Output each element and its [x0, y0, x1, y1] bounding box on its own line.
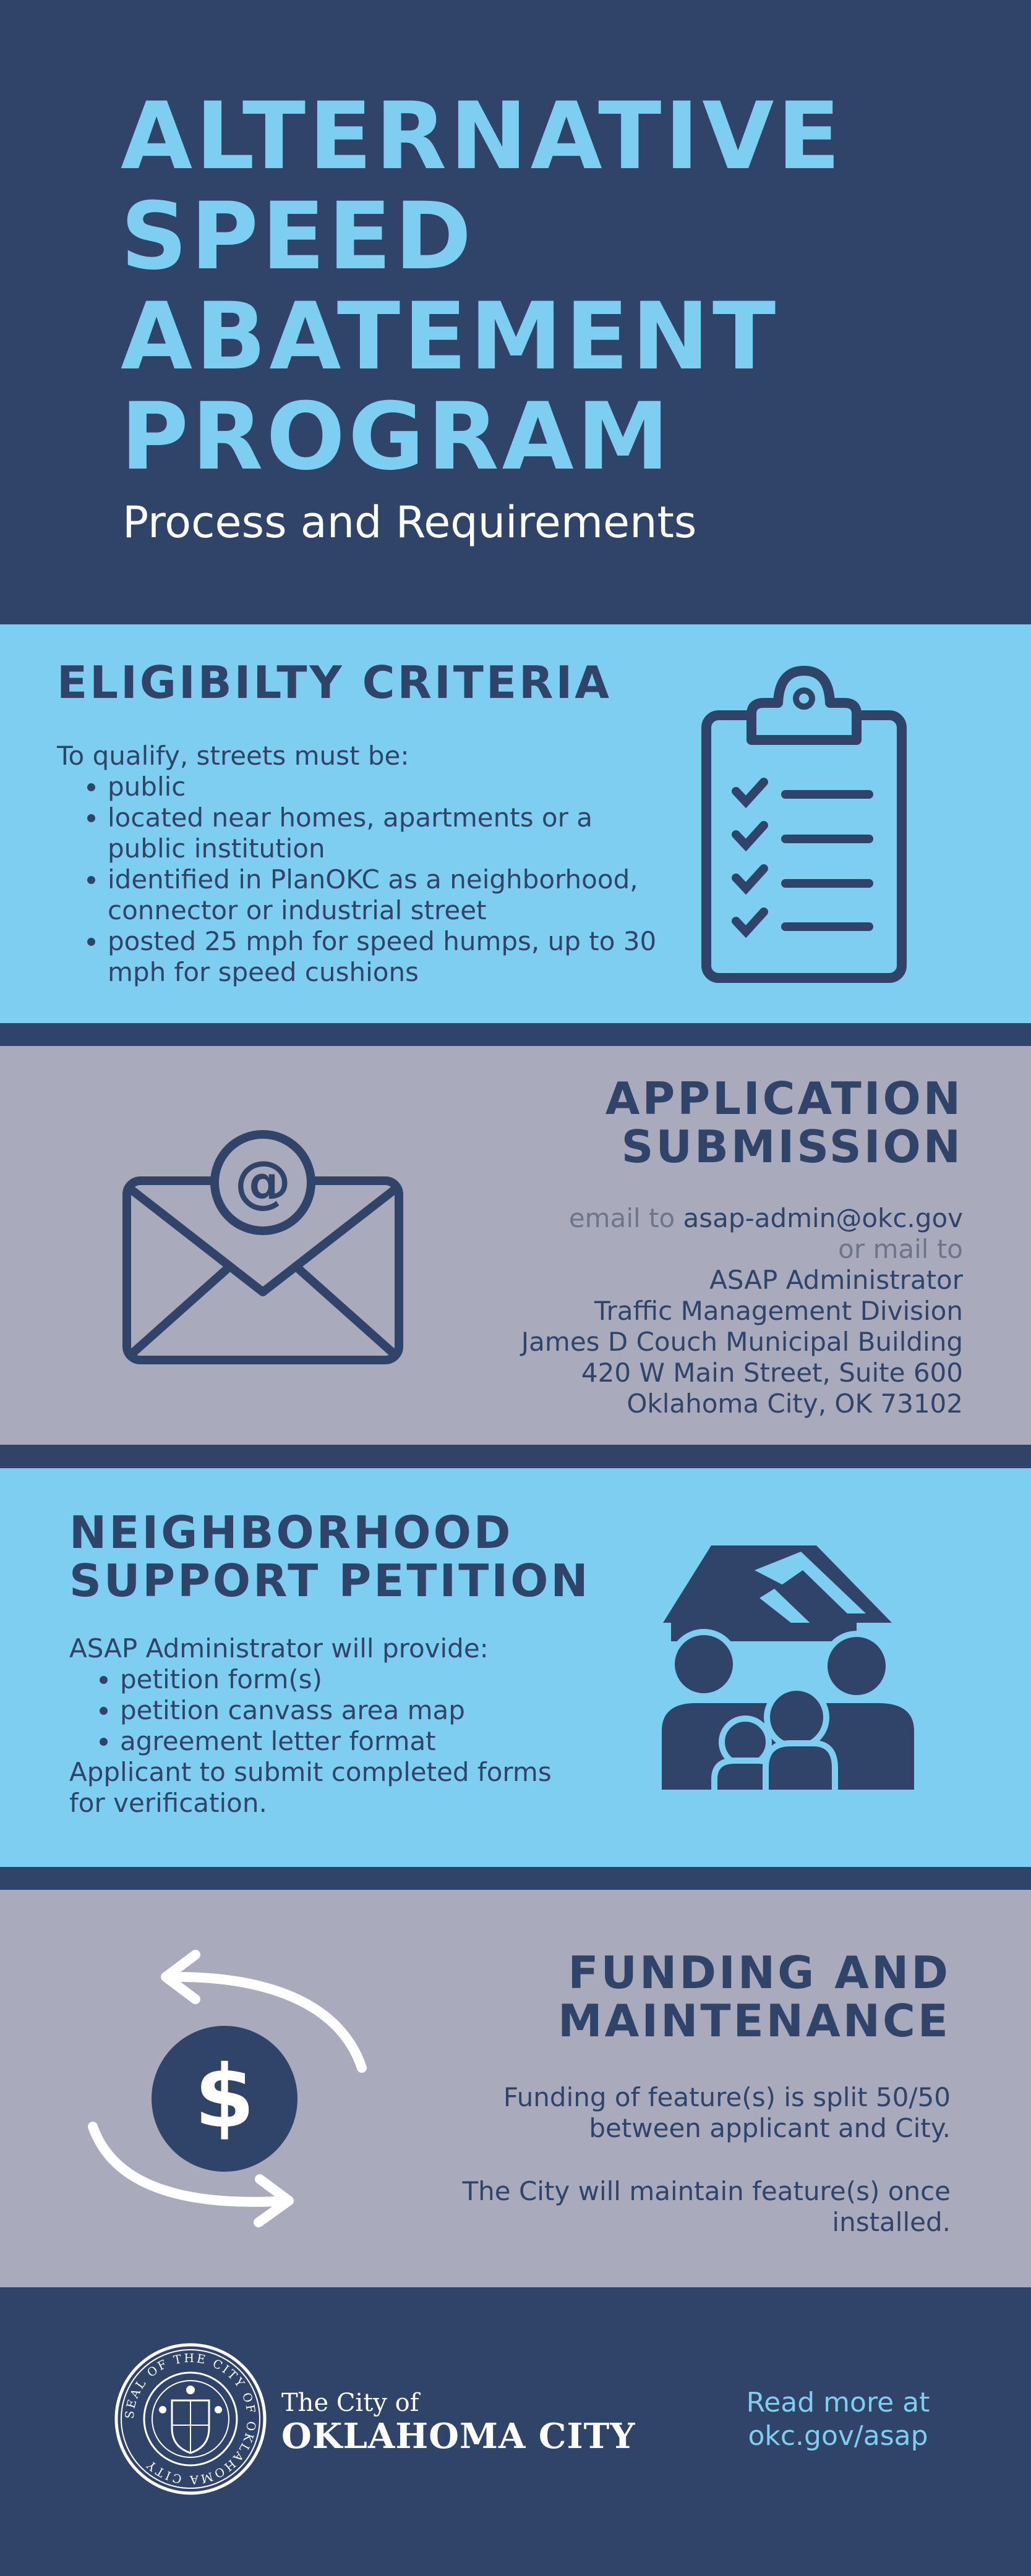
neighborhood-house-icon	[662, 1545, 915, 1790]
read-more-label: Read more at	[746, 2387, 930, 2418]
city-name-small: The City of	[281, 2389, 419, 2417]
heading-line: SUPPORT PETITION	[69, 1555, 591, 1607]
heading-line: MAINTENANCE	[558, 1995, 951, 2047]
email-prefix: email to	[568, 1203, 683, 1233]
read-more-link[interactable]	[714, 2386, 962, 2453]
list-item: • agreement letter format	[120, 1726, 595, 1757]
eligibility-heading: ELIGIBILTY CRITERIA	[57, 657, 612, 708]
email-address[interactable]: asap-admin@okc.gov	[683, 1203, 963, 1233]
application-heading	[433, 1074, 963, 1171]
list-item: • petition form(s)	[120, 1664, 595, 1695]
title-line: ABATEMENT	[121, 283, 779, 391]
address-line: ASAP Administrator	[709, 1265, 963, 1295]
read-more-url[interactable]: okc.gov/asap	[748, 2420, 928, 2452]
clipboard-checklist-icon	[699, 665, 909, 986]
paragraph-gap	[445, 2144, 951, 2176]
header-banner	[0, 0, 1031, 624]
email-line	[433, 1203, 963, 1234]
address-line: 420 W Main Street, Suite 600	[581, 1358, 963, 1388]
petition-heading	[69, 1508, 591, 1605]
petition-outro: Applicant to submit completed forms for verification.	[69, 1757, 552, 1818]
heading-line: SUBMISSION	[621, 1121, 963, 1173]
address-line: Traffic Management Division	[594, 1296, 963, 1326]
eligibility-body	[57, 741, 675, 988]
list-item: • located near homes, apartments or a public institution	[108, 802, 675, 864]
address-line: James D Couch Municipal Building	[521, 1327, 963, 1357]
city-seal-icon	[113, 2342, 268, 2496]
petition-intro: ASAP Administrator will provide:	[69, 1633, 489, 1664]
application-body	[433, 1203, 963, 1419]
title-line: PROGRAM	[121, 383, 672, 491]
heading-line: NEIGHBORHOOD	[69, 1507, 513, 1558]
maintenance-paragraph: The City will maintain feature(s) once installed.	[462, 2176, 951, 2237]
eligibility-intro: To qualify, streets must be:	[57, 741, 409, 771]
mail-prefix: or mail to	[838, 1234, 963, 1264]
svg-text:SEAL OF THE CITY OF OKLAHOMA C: SEAL OF THE CITY OF OKLAHOMA CITY	[122, 2351, 259, 2487]
email-envelope-icon	[121, 1128, 405, 1369]
funding-paragraph: Funding of feature(s) is split 50/50 between applicant and City.	[503, 2082, 951, 2143]
address-line: Oklahoma City, OK 73102	[627, 1388, 963, 1419]
svg-text:@: @	[234, 1149, 291, 1215]
dollar-cycle-icon	[80, 1947, 371, 2232]
svg-text:$: $	[194, 2047, 255, 2148]
petition-body	[69, 1633, 595, 1819]
funding-body	[445, 2082, 951, 2238]
page-subtitle: Process and Requirements	[122, 497, 697, 548]
title-line: ALTERNATIVE	[121, 83, 844, 190]
list-item: • petition canvass area map	[120, 1695, 595, 1726]
heading-line: APPLICATION	[605, 1073, 963, 1124]
list-item: • posted 25 mph for speed humps, up to 30 mph for speed cushions	[108, 926, 675, 988]
heading-line: FUNDING AND	[568, 1947, 951, 1999]
list-item: • public	[108, 772, 675, 802]
page-title	[121, 83, 844, 491]
eligibility-list	[57, 772, 675, 988]
petition-list	[69, 1664, 595, 1757]
funding-heading	[421, 1949, 951, 2045]
title-line: SPEED	[121, 183, 475, 291]
city-name-big: OKLAHOMA CITY	[281, 2416, 636, 2457]
list-item: • identified in PlanOKC as a neighborhood, connector or industrial street	[108, 864, 675, 926]
